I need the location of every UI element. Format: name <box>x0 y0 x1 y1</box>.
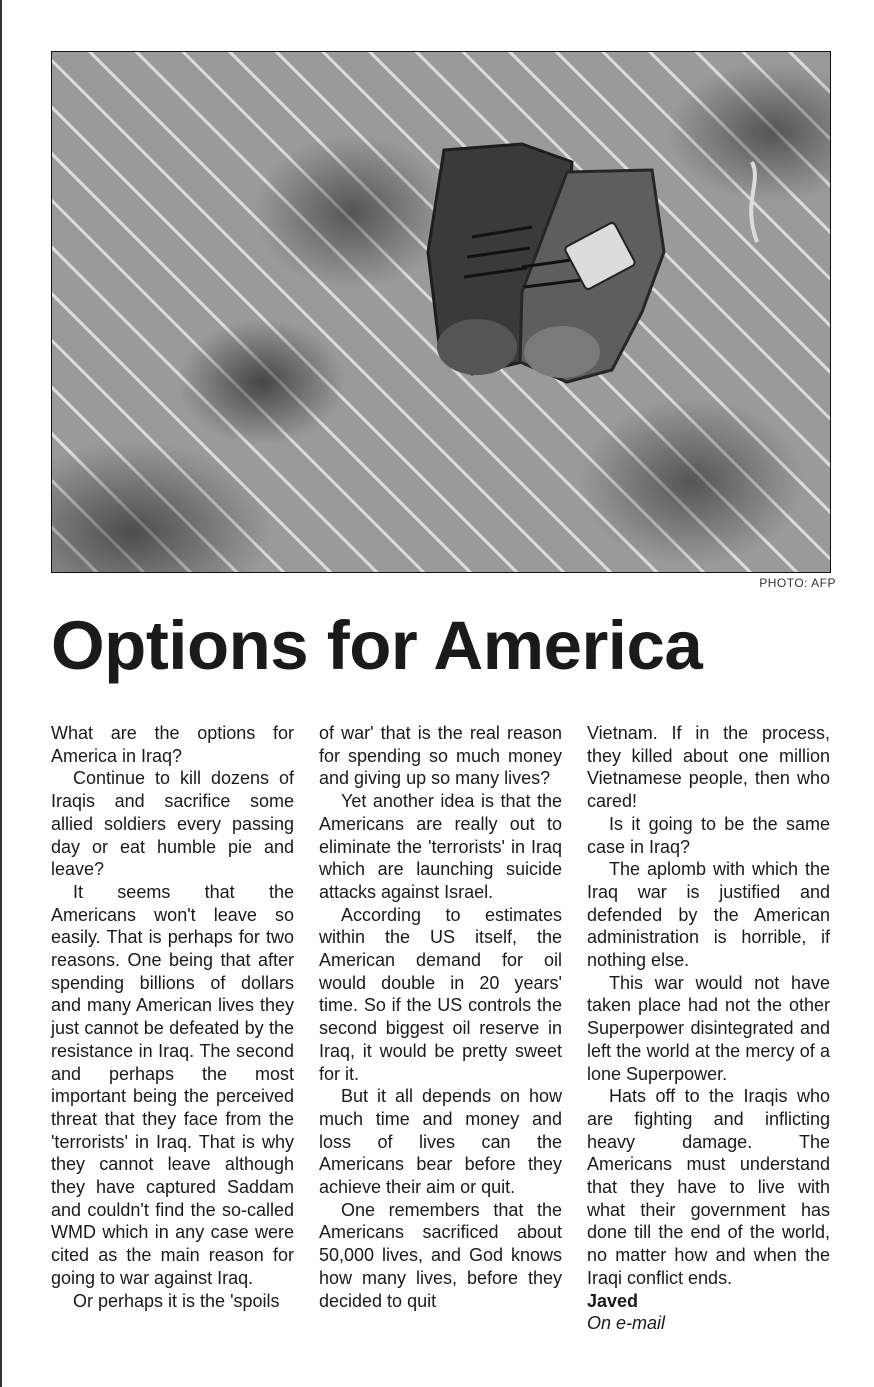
paragraph: Is it going to be the same case in Iraq? <box>587 813 830 857</box>
paragraph: One remembers that the Americans sacrificed about 50,000 lives, and God knows how many lives, before they decided to quit <box>319 1199 562 1311</box>
paragraph: According to estimates within the US itself, the American demand for oil would double in 20 years' time. So if the US controls the second biggest oil reserve in Iraq, it would be pretty sweet for it. <box>319 904 562 1084</box>
paragraph: What are the options for America in Iraq? <box>51 723 294 766</box>
boots-illustration <box>52 52 830 572</box>
article-column-3 <box>587 722 830 1335</box>
paragraph: Vietnam. If in the process, they killed about one million Vietnamese people, then who cared! <box>587 723 830 812</box>
author-source: On e-mail <box>587 1313 666 1334</box>
paragraph: This war would not have taken place had not the other Superpower disintegrated and left the world at the mercy of a lone Superpower. <box>587 972 830 1084</box>
paragraph: of war' that is the real reason for spending so much money and giving up so many lives? <box>319 723 562 789</box>
paragraph: Hats off to the Iraqis who are fighting and inflicting heavy damage. The Americans must understand that they have to live with what their government has done till the end of the world, no matter how and when the Iraqi conflict ends. <box>587 1086 830 1288</box>
author-name: Javed <box>587 1290 639 1311</box>
paragraph: But it all depends on how much time and money and loss of lives can the Americans bear before they achieve their aim or quit. <box>319 1086 562 1198</box>
page-left-rule <box>0 0 2 1387</box>
article-column-2 <box>319 722 562 1312</box>
paragraph: The aplomb with which the Iraq war is justified and defended by the American administration is horrible, if nothing else. <box>587 859 830 971</box>
photo-credit: PHOTO: AFP <box>759 576 836 590</box>
article-column-1 <box>51 722 294 1312</box>
paragraph: Continue to kill dozens of Iraqis and sacrifice some allied soldiers every passing day or eat humble pie and leave? <box>51 768 294 880</box>
news-photo <box>51 51 831 573</box>
paragraph: Or perhaps it is the 'spoils <box>73 1290 280 1311</box>
paragraph: Yet another idea is that the Americans are really out to eliminate the 'terrorists' in Iraq which are launching suicide attacks against Israel. <box>319 791 562 902</box>
paragraph: It seems that the Americans won't leave so easily. That is perhaps for two reasons. One being that after spending billions of dollars and many American lives they just cannot be defeated by the resistance in Iraq. The second and perhaps the most important being the perceived threat that they face from the 'terrorists' in Iraq. That is why they cannot leave although they have captured Saddam and couldn't find the so-called WMD which in any case were cited as the main reason for going to war against Iraq. <box>51 881 294 1288</box>
article-headline: Options for America <box>51 607 703 684</box>
